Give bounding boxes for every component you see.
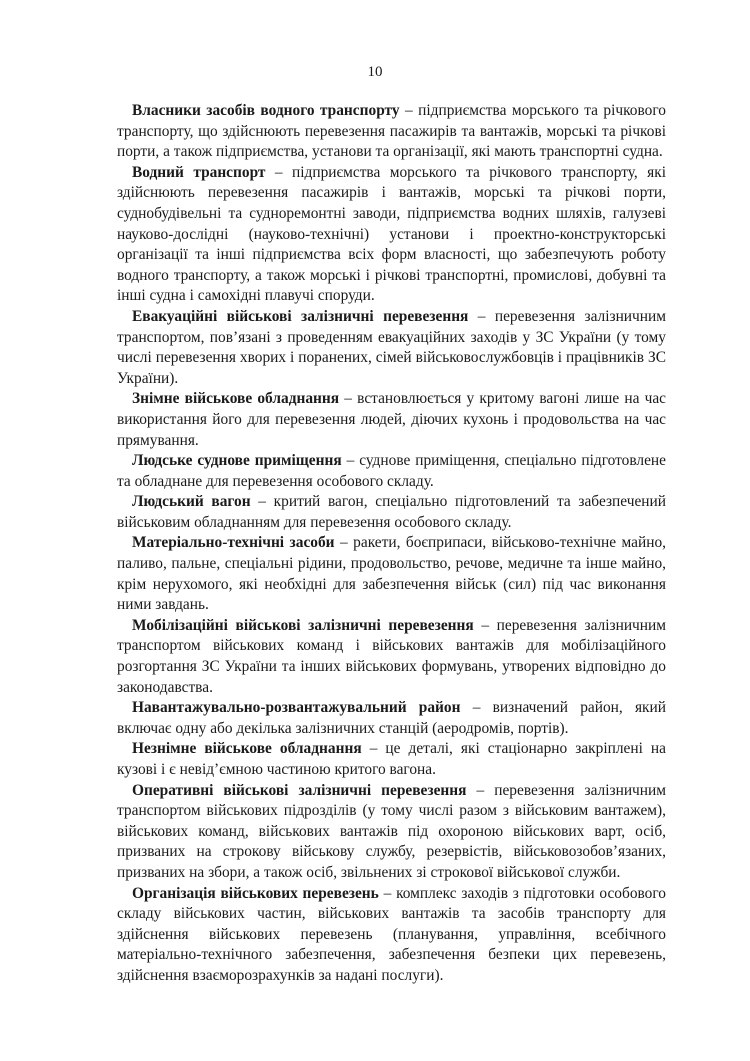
glossary-term: Евакуаційні військові залізничні перевезення <box>132 307 469 325</box>
glossary-entry <box>117 616 666 698</box>
page-number: 10 <box>367 64 383 80</box>
glossary-body <box>117 101 666 987</box>
glossary-entry <box>117 451 666 492</box>
glossary-term: Власники засобів водного транспорту <box>132 102 400 119</box>
glossary-definition: – критий вагон, спеціально підготовлений та забезпечений військовим обладнанням для перевезення особового складу. <box>117 493 667 531</box>
glossary-term: Матеріально-технічні засоби <box>132 534 335 552</box>
glossary-term: Водний транспорт <box>132 163 266 181</box>
glossary-definition: – перевезення залізничним транспортом, пов’язані з проведенням евакуаційних заходів у ЗС України (у тому числі перевезення хворих і поранених, сімей військовослужбовців і працівників ЗС України). <box>117 307 666 387</box>
glossary-entry <box>117 533 666 615</box>
glossary-entry <box>117 492 666 533</box>
glossary-definition: – підприємства морського та річкового транспорту, що здійснюють перевезення пасажирів та вантажів, морські та річкові порти, а також підприємства, установи та організації, які мають транспортні судна. <box>117 102 666 161</box>
glossary-definition: – суднове приміщення, спеціально підготовлене та обладнане для перевезення особового складу. <box>117 452 666 490</box>
glossary-term: Людський вагон <box>132 493 251 511</box>
glossary-entry <box>117 739 666 780</box>
glossary-term: Мобілізаційні військові залізничні перевезення <box>132 616 474 634</box>
glossary-definition: – це деталі, які стаціонарно закріплені на кузові і є невід’ємною частиною критого вагона. <box>117 740 666 778</box>
glossary-term: Знімне військове обладнання <box>132 390 340 408</box>
glossary-term: Незнімне військове обладнання <box>132 740 362 758</box>
glossary-entry <box>117 101 666 163</box>
glossary-definition: – визначений район, який включає одну або декілька залізничних станцій (аеродромів, портів). <box>117 699 666 737</box>
glossary-term: Організація військових перевезень <box>132 884 379 902</box>
glossary-term: Навантажувально-розвантажувальний район <box>132 699 461 717</box>
glossary-term: Людське суднове приміщення <box>132 452 342 470</box>
glossary-definition: – перевезення залізничним транспортом військових підрозділів (у тому числі разом з військовим вантажем), військових команд, військових вантажів під охороною військових варт, осіб, призваних на строкову військову службу, резервістів, військовозобов’язаних, призваних на збори, а також осіб, звільнених зі строкової військової служби. <box>117 781 667 881</box>
glossary-entry <box>117 698 666 739</box>
glossary-definition: – ракети, боєприпаси, військово-технічне майно, паливо, пальне, спеціальні рідини, продовольство, речове, медичне та інше майно, крім нерухомого, які необхідні для забезпечення військ (сил) під час виконання ними завдань. <box>117 534 666 614</box>
glossary-entry <box>117 307 666 389</box>
glossary-definition: – підприємства морського та річкового транспорту, які здійснюють перевезення пасажирів і вантажів, морські та річкові порти, суднобудівельні та судноремонтні заводи, підприємства водних шляхів, галузеві науково-дослідні (науково-технічні) установи і проектно-конструкторські організації та інші підприємства всіх форм власності, що забезпечують роботу водного транспорту, а також морські і річкові транспортні, промислові, добувні та інші судна і самохідні плавучі споруди. <box>117 163 666 305</box>
glossary-definition: – комплекс заходів з підготовки особового складу військових частин, військових вантажів та засобів транспорту для здійснення військових перевезень (планування, управління, всебічного матеріально-технічного забезпечення, забезпечення безпеки цих перевезень, здійснення взаєморозрахунків за надані послуги). <box>117 884 667 984</box>
glossary-entry <box>117 781 666 884</box>
glossary-entry <box>117 163 666 307</box>
glossary-entry <box>117 884 666 987</box>
glossary-term: Оперативні військові залізничні перевезення <box>132 781 467 799</box>
glossary-definition: – перевезення залізничним транспортом військових команд і військових вантажів для мобілізаційного розгортання ЗС України та інших військових формувань, утворених відповідно до законодавства. <box>117 616 667 696</box>
glossary-entry <box>117 389 666 451</box>
glossary-definition: – встановлюється у критому вагоні лише на час використання його для перевезення людей, діючих кухонь і продовольства на час прямування. <box>117 390 667 449</box>
